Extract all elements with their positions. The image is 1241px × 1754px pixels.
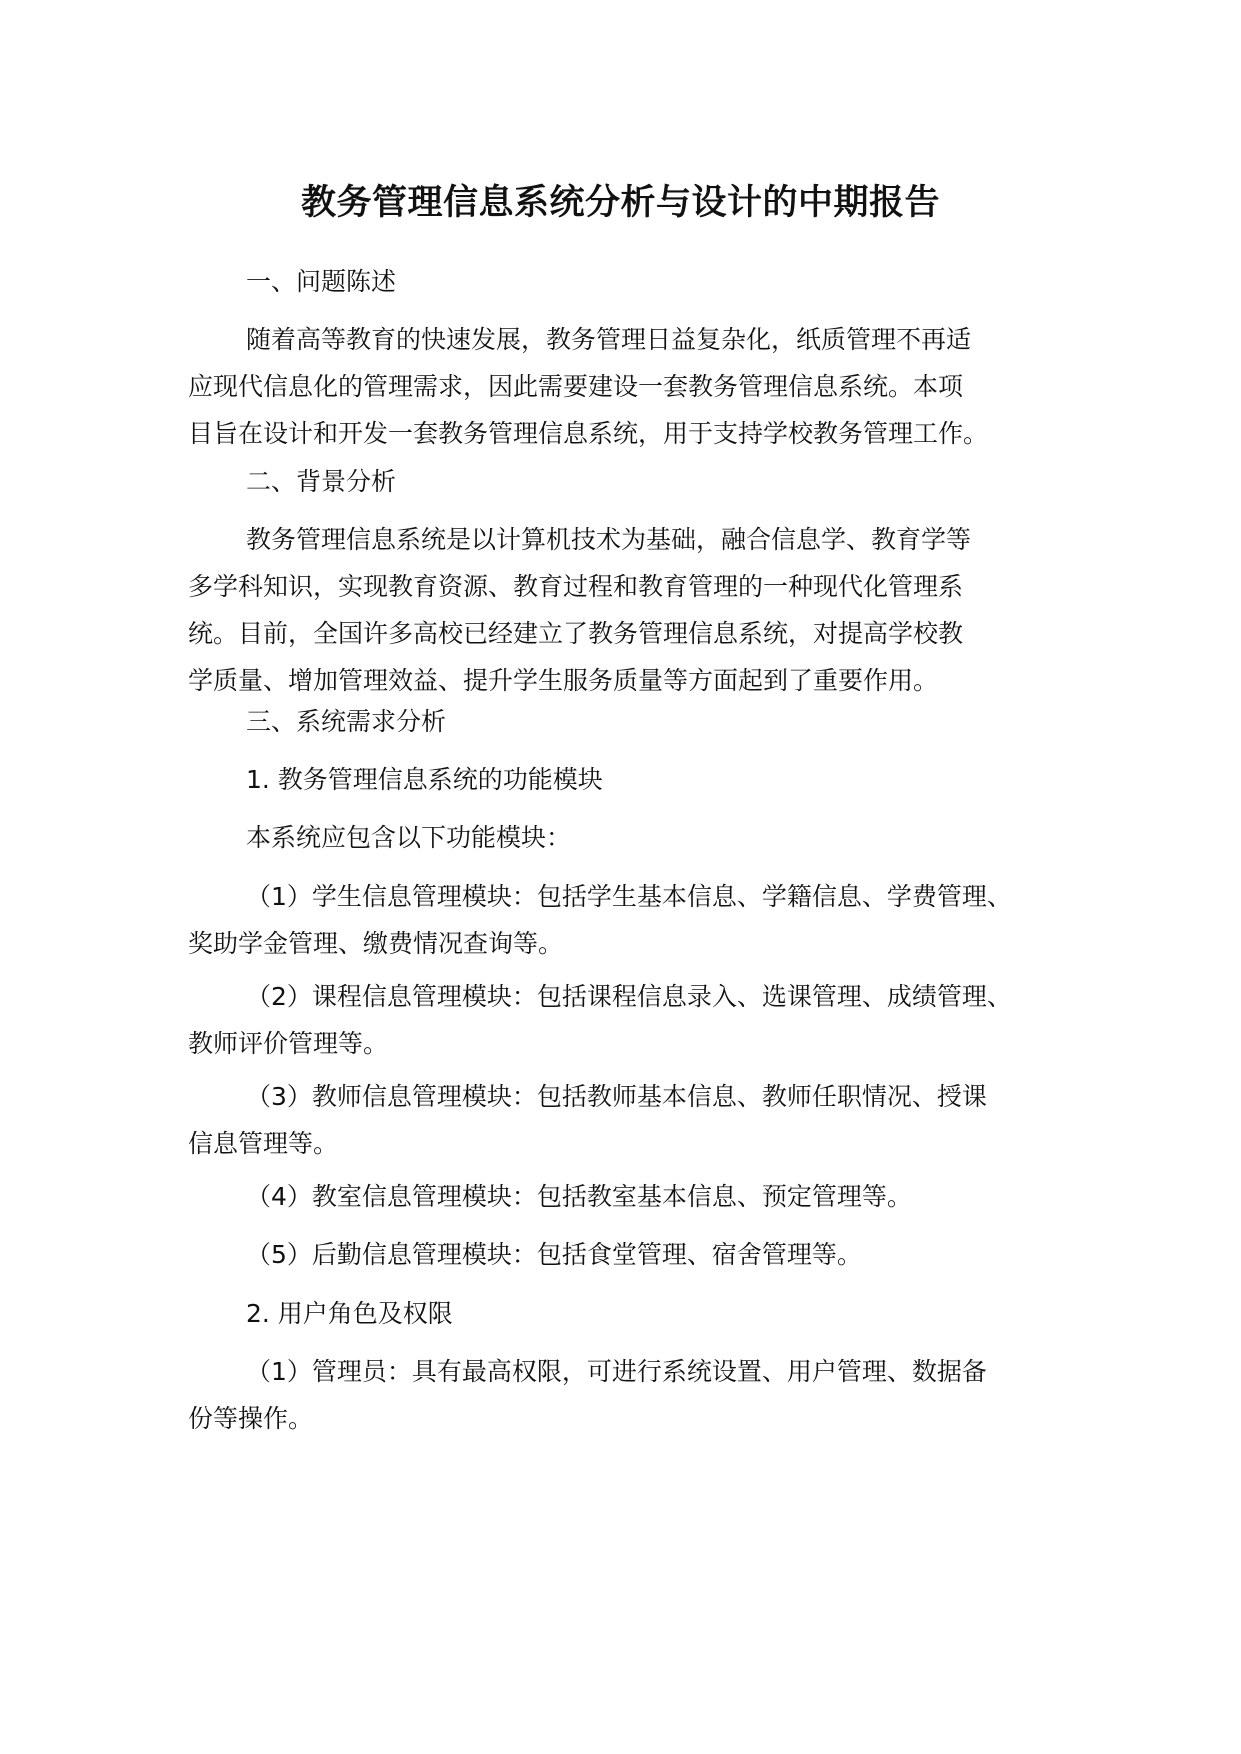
- heading-requirements: [188, 698, 1068, 745]
- subheading-function-modules: [188, 756, 1068, 803]
- text-line: （2）课程信息管理模块：包括课程信息录入、选课管理、成绩管理、: [246, 982, 1012, 1011]
- text-line: 应现代信息化的管理需求，因此需要建设一套教务管理信息系统。本项: [188, 372, 964, 401]
- list-item-logistics-module: [188, 1231, 1068, 1278]
- heading-background: [188, 458, 1068, 505]
- text-line: 二、背景分析: [246, 467, 397, 496]
- text-line: （1）学生信息管理模块：包括学生基本信息、学籍信息、学费管理、: [246, 882, 1012, 911]
- paragraph-problem-statement: [188, 316, 1068, 457]
- text-line: 学质量、增加管理效益、提升学生服务质量等方面起到了重要作用。: [188, 666, 939, 695]
- text-line: 1. 教务管理信息系统的功能模块: [246, 765, 603, 794]
- text-line: 随着高等教育的快速发展，教务管理日益复杂化，纸质管理不再适: [246, 325, 972, 354]
- text-line: 一、问题陈述: [246, 267, 397, 296]
- document-title: 教务管理信息系统分析与设计的中期报告: [300, 183, 940, 223]
- text-line: 教师评价管理等。: [188, 1029, 389, 1058]
- text-line: 统。目前，全国许多高校已经建立了教务管理信息系统，对提高学校教: [188, 619, 964, 648]
- text-line: （1）管理员：具有最高权限，可进行系统设置、用户管理、数据备: [246, 1357, 987, 1386]
- text-line: 2. 用户角色及权限: [246, 1299, 453, 1328]
- text-line: 本系统应包含以下功能模块：: [246, 823, 572, 852]
- list-item-course-module: [188, 973, 1068, 1067]
- list-item-classroom-module: [188, 1173, 1068, 1220]
- text-line: （4）教室信息管理模块：包括教室基本信息、预定管理等。: [246, 1182, 912, 1211]
- heading-problem-statement: [188, 258, 1068, 305]
- list-item-student-module: [188, 873, 1068, 967]
- text-line: 目旨在设计和开发一套教务管理信息系统，用于支持学校教务管理工作。: [188, 419, 989, 448]
- text-line: 三、系统需求分析: [246, 707, 447, 736]
- text-line: 教务管理信息系统是以计算机技术为基础，融合信息学、教育学等: [246, 525, 972, 554]
- paragraph-modules-intro: [188, 814, 1068, 861]
- text-line: （3）教师信息管理模块：包括教师基本信息、教师任职情况、授课: [246, 1082, 987, 1111]
- text-line: （5）后勤信息管理模块：包括食堂管理、宿舍管理等。: [246, 1240, 862, 1269]
- list-item-teacher-module: [188, 1073, 1068, 1167]
- subheading-user-roles: [188, 1290, 1068, 1337]
- text-line: 奖助学金管理、缴费情况查询等。: [188, 929, 564, 958]
- text-line: 多学科知识，实现教育资源、教育过程和教育管理的一种现代化管理系: [188, 572, 964, 601]
- text-line: 信息管理等。: [188, 1129, 339, 1158]
- list-item-admin-role: [188, 1348, 1068, 1442]
- paragraph-background: [188, 516, 1068, 704]
- text-line: 份等操作。: [188, 1404, 314, 1433]
